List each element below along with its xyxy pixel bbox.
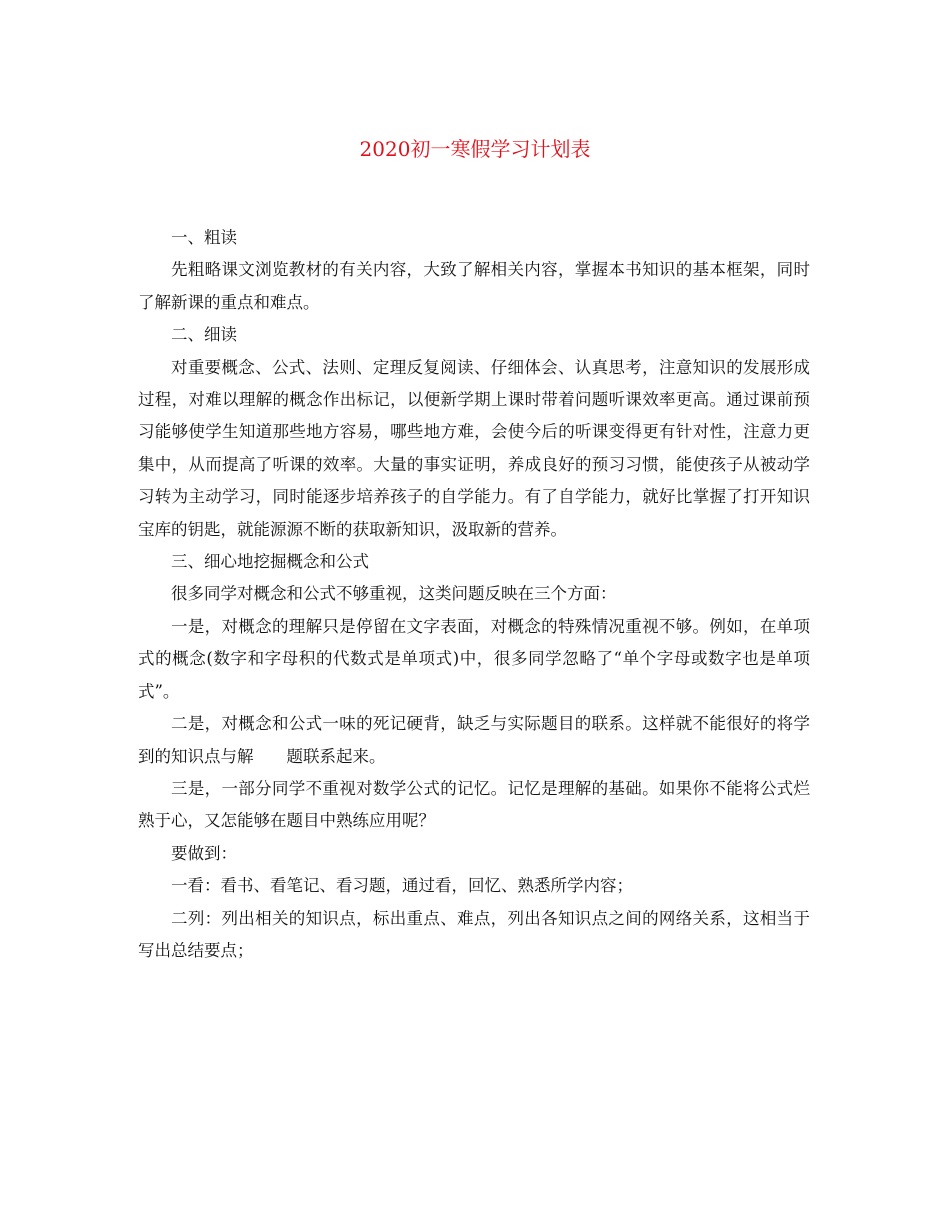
section-heading-concepts: 三、细心地挖掘概念和公式 (171, 552, 369, 572)
section-heading-close-read: 二、细读 (171, 325, 237, 345)
paragraph-step-list: 二列：列出相关的知识点，标出重点、难点，列出各知识点之间的网络关系，这相当于写出总结要点； (138, 908, 810, 960)
document-title: 2020初一寒假学习计划表 (359, 137, 591, 161)
document-body (138, 222, 810, 967)
paragraph-close-read: 对重要概念、公式、法则、定理反复阅读、仔细体会、认真思考，注意知识的发展形成过程，对难以理解的概念作出标记，以便新学期上课时带着问题听课效率更高。通过课前预习能够使学生知道那些地方容易，哪些地方难，会使今后的听课变得更有针对性，注意力更集中，从而提高了听课的效率。大量的事实证明，养成良好的预习习惯，能使孩子从被动学习转为主动学习，同时能逐步培养孩子的自学能力。有了自学能力，就好比掌握了打开知识宝库的钥匙，就能源源不断的获取新知识，汲取新的营养。 (138, 357, 810, 539)
paragraph-step-look: 一看：看书、看笔记、看习题，通过看，回忆、熟悉所学内容； (171, 876, 633, 896)
paragraph-concepts-intro: 很多同学对概念和公式不够重视，这类问题反映在三个方面： (171, 584, 617, 604)
paragraph-point-three: 三是，一部分同学不重视对数学公式的记忆。记忆是理解的基础。如果你不能将公式烂熟于心，又怎能够在题目中熟练应用呢？ (138, 778, 810, 831)
section-heading-skim: 一、粗读 (171, 228, 237, 247)
paragraph-point-one: 一是，对概念的理解只是停留在文字表面，对概念的特殊情况重视不够。例如，在单项式的概念(数字和字母积的代数式是单项式)中，很多同学忽略了“单个字母或数字也是单项式”。 (138, 616, 810, 701)
paragraph-todo: 要做到： (171, 843, 237, 863)
paragraph-skim: 先粗略课文浏览教材的有关内容，大致了解相关内容，掌握本书知识的基本框架，同时了解新课的重点和难点。 (138, 260, 810, 312)
paragraph-point-two: 二是，对概念和公式一味的死记硬背，缺乏与实际题目的联系。这样就不能很好的将学到的知识点与解 题联系起来。 (138, 714, 810, 766)
